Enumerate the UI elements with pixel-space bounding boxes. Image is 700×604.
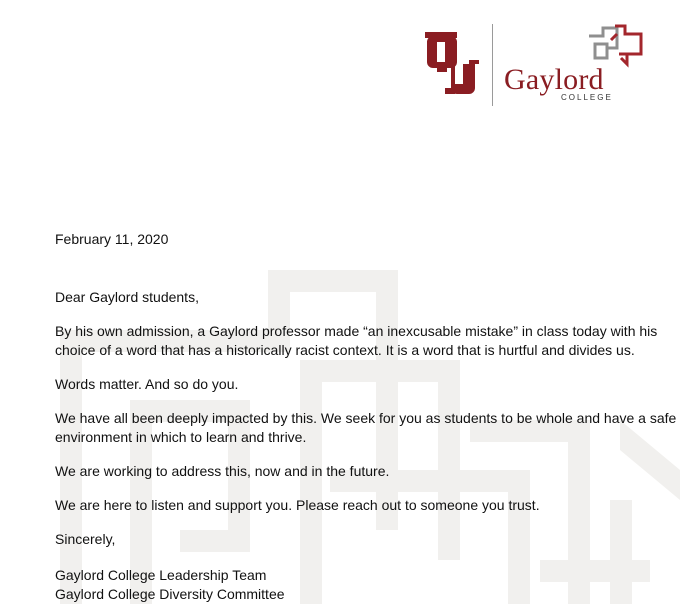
letterhead-divider (492, 24, 493, 106)
paragraph: We are here to listen and support you. Please reach out to someone you trust. (55, 497, 540, 513)
college-wordmark: COLLEGE (561, 93, 613, 102)
closing: Sincerely, (55, 531, 116, 547)
paragraph: Words matter. And so do you. (55, 376, 239, 392)
ou-logo-icon (425, 28, 479, 106)
gaylord-mark-icon (585, 22, 647, 68)
paragraph: We have all been deeply impacted by this. We seek for you as students to be whole and have a safe environment in which to learn and thrive. (55, 410, 677, 445)
letter-body (55, 230, 695, 604)
letter-date: February 11, 2020 (55, 231, 169, 247)
paragraph: By his own admission, a Gaylord professor made “an inexcusable mistake” in class today with his choice of a word that has a historically racist context. It is a word that is hurtful and divides us. (55, 323, 658, 358)
signature-line: Gaylord College Diversity Committee (55, 586, 285, 602)
signature-line: Gaylord College Leadership Team (55, 567, 267, 583)
letterhead (425, 18, 655, 110)
paragraph: We are working to address this, now and in the future. (55, 463, 390, 479)
salutation: Dear Gaylord students, (55, 289, 199, 305)
gaylord-wordmark: Gaylord (504, 63, 604, 96)
